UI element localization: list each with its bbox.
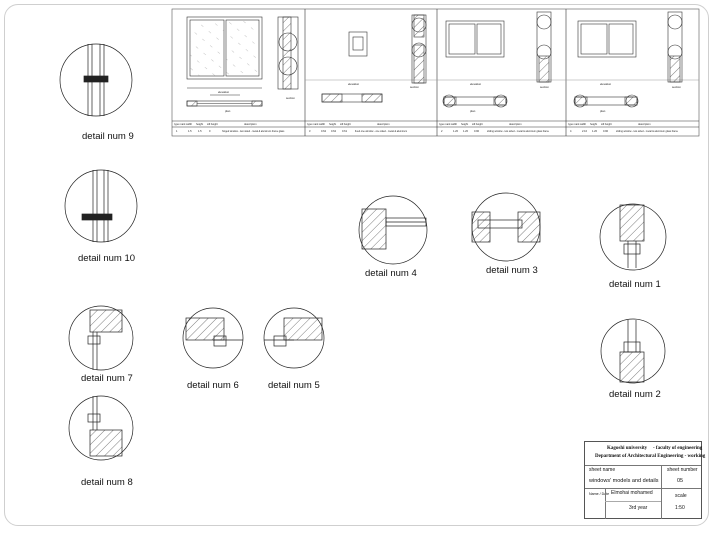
schedule-header: height bbox=[461, 123, 469, 126]
department-name: Department of Architectural Engineering - working bbox=[595, 454, 706, 459]
schedule-cell-width: 1.20 bbox=[453, 130, 459, 133]
detail-8-drawing bbox=[69, 396, 133, 460]
detail-7-drawing bbox=[69, 306, 133, 370]
window-1-elevation bbox=[187, 17, 262, 88]
view-label: section bbox=[672, 85, 681, 89]
schedule-cell-sill: 0 bbox=[209, 130, 211, 133]
window-1-plan bbox=[187, 95, 262, 106]
schedule-cell-type: 4 bbox=[570, 130, 572, 133]
view-label: elevation bbox=[348, 82, 360, 86]
schedule-header: sill height bbox=[601, 123, 612, 126]
schedule-header: width bbox=[451, 123, 458, 126]
view-label: elevation bbox=[218, 90, 230, 94]
detail-4-drawing bbox=[359, 196, 427, 264]
schedule-header: sill height bbox=[207, 123, 218, 126]
schedule-header: height bbox=[196, 123, 204, 126]
detail-4-label: detail num 4 bbox=[365, 268, 417, 279]
schedule-cell-type: 1 bbox=[176, 130, 178, 133]
schedule-cell-description: hinged window - two sided - metal & aluminum frame glass bbox=[222, 130, 285, 133]
detail-10-label: detail num 10 bbox=[78, 253, 136, 264]
student-label: Name / Date bbox=[589, 492, 610, 496]
detail-5-label: detail num 5 bbox=[268, 380, 320, 391]
view-label: plan bbox=[470, 109, 476, 113]
view-label: plan bbox=[600, 109, 606, 113]
schedule-cell-width: 0.62 bbox=[321, 130, 327, 133]
student-name: Elmohai mohamed bbox=[611, 490, 653, 496]
detail-9-label: detail num 9 bbox=[82, 131, 134, 142]
detail-1-drawing bbox=[600, 204, 666, 270]
schedule-header: height bbox=[590, 123, 598, 126]
year-value: 3rd year bbox=[629, 505, 648, 511]
schedule-cell-height: 0.62 bbox=[331, 130, 337, 133]
schedule-cell-height: 1.20 bbox=[463, 130, 469, 133]
schedule-header: width bbox=[186, 123, 193, 126]
schedule-header: type mark bbox=[439, 123, 451, 126]
schedule-header: height bbox=[329, 123, 337, 126]
detail-2-drawing bbox=[601, 319, 665, 383]
sheet-number-label: sheet number bbox=[667, 467, 698, 473]
schedule-header: type mark bbox=[568, 123, 580, 126]
schedule-cell-sill: 0.90 bbox=[474, 130, 480, 133]
sheet-name-value: windows' models and details bbox=[589, 478, 659, 484]
detail-5-drawing bbox=[264, 308, 324, 368]
detail-1-label: detail num 1 bbox=[609, 279, 661, 290]
scale-label: scale bbox=[675, 493, 687, 499]
sheet-number-value: 05 bbox=[677, 478, 684, 484]
view-label: elevation bbox=[470, 82, 482, 86]
view-label: section bbox=[540, 85, 549, 89]
schedule-cell-type: 3 bbox=[309, 130, 311, 133]
schedule-cell-type: 2 bbox=[441, 130, 443, 133]
schedule-cell-width: 1.5 bbox=[188, 130, 192, 133]
detail-10-drawing bbox=[65, 170, 137, 242]
schedule-header: sill height bbox=[340, 123, 351, 126]
schedule-table-text bbox=[174, 82, 681, 133]
detail-9-drawing bbox=[60, 44, 132, 116]
schedule-cell-width: 2.10 bbox=[582, 130, 588, 133]
schedule-header: description bbox=[244, 123, 257, 126]
schedule-cell-height: 1.20 bbox=[592, 130, 598, 133]
faculty-name: - faculty of engineering bbox=[653, 446, 703, 451]
schedule-header: width bbox=[580, 123, 587, 126]
schedule-cell-description: fixed one window - one sided - metal & aluminum bbox=[355, 130, 408, 133]
detail-8-label: detail num 8 bbox=[81, 477, 133, 488]
window-1-section bbox=[278, 17, 298, 89]
university-name: Kagoshi university bbox=[607, 446, 648, 451]
detail-3-label: detail num 3 bbox=[486, 265, 538, 276]
schedule-header: type mark bbox=[307, 123, 319, 126]
window-2-views bbox=[443, 12, 551, 107]
view-label: elevation bbox=[600, 82, 612, 86]
sheet-name-label: sheet name bbox=[589, 467, 616, 473]
scale-value: 1:50 bbox=[675, 505, 685, 511]
schedule-header: sill height bbox=[472, 123, 483, 126]
window-schedule-strip bbox=[172, 9, 699, 136]
view-label: section bbox=[286, 96, 295, 100]
detail-6-drawing bbox=[183, 308, 243, 368]
detail-6-label: detail num 6 bbox=[187, 380, 239, 391]
detail-7-label: detail num 7 bbox=[81, 373, 133, 384]
detail-3-drawing bbox=[472, 193, 540, 261]
view-label: section bbox=[410, 85, 419, 89]
schedule-cell-height: 1.5 bbox=[198, 130, 202, 133]
schedule-cell-description: sliding window - two sided - metal & aluminum glass frame bbox=[487, 130, 549, 133]
schedule-header: description bbox=[509, 123, 522, 126]
window-4-views bbox=[574, 12, 682, 107]
schedule-cell-sill: 0.90 bbox=[603, 130, 609, 133]
schedule-header: width bbox=[319, 123, 326, 126]
schedule-cell-description: sliding window - two sided - metal & aluminum glass frame bbox=[616, 130, 678, 133]
schedule-header: description bbox=[638, 123, 651, 126]
title-block bbox=[584, 441, 706, 519]
detail-2-label: detail num 2 bbox=[609, 389, 661, 400]
schedule-cell-sill: 0.61 bbox=[342, 130, 348, 133]
schedule-header: description bbox=[377, 123, 390, 126]
view-label: plan bbox=[225, 109, 231, 113]
schedule-header: type mark bbox=[174, 123, 186, 126]
